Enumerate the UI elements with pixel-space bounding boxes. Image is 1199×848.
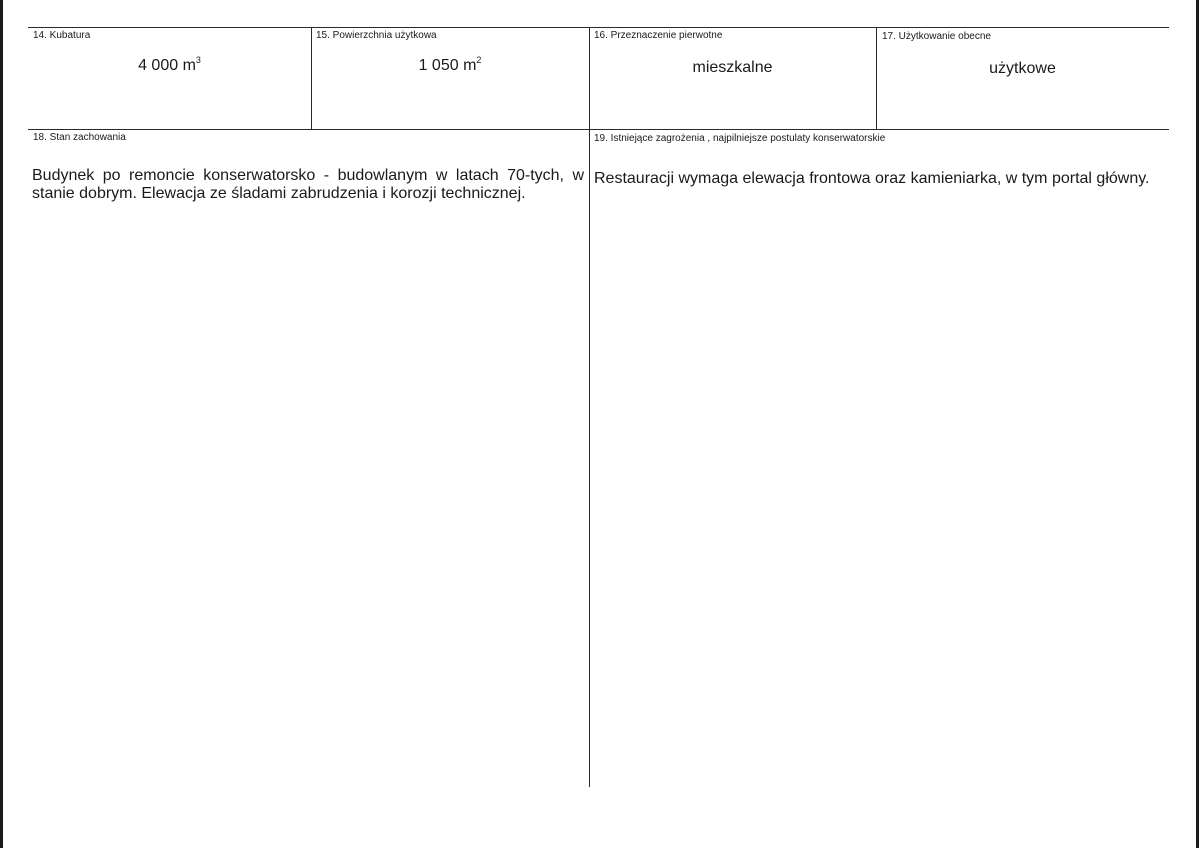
field15-label: 15. Powierzchnia użytkowa xyxy=(316,30,437,41)
field18-text: Budynek po remoncie konserwatorsko - budowlanym w latach 70-tych, w stanie dobrym. Elewacja ze śladami zabrudzenia i korozji technicznej. xyxy=(32,167,584,202)
row1-bottom-border xyxy=(28,129,1169,130)
field14-value-text: 4 000 m xyxy=(138,57,196,74)
field17-label: 17. Użytkowanie obecne xyxy=(882,31,991,42)
field19-text: Restauracji wymaga elewacja frontowa oraz kamieniarka, w tym portal główny. xyxy=(594,170,1150,187)
field15-value-text: 1 050 m xyxy=(418,57,477,74)
field14-label: 14. Kubatura xyxy=(33,30,91,41)
scan-edge-left xyxy=(0,0,3,848)
field17-value: użytkowe xyxy=(989,60,1056,77)
row1-top-border xyxy=(28,27,1169,28)
field14-unit-superscript: 3 xyxy=(195,55,201,65)
field18-label: 18. Stan zachowania xyxy=(33,132,126,143)
row2-divider xyxy=(589,129,590,787)
field19-label: 19. Istniejące zagrożenia , najpilniejsze postulaty konserwatorskie xyxy=(594,133,886,144)
field16-label: 16. Przeznaczenie pierwotne xyxy=(594,30,723,41)
field14-value xyxy=(28,56,311,76)
field15-value xyxy=(311,56,589,76)
row1-divider-1 xyxy=(311,27,312,129)
field16-value: mieszkalne xyxy=(692,59,773,76)
row1-divider-2 xyxy=(589,27,590,129)
field15-unit-superscript: 2 xyxy=(476,55,482,65)
